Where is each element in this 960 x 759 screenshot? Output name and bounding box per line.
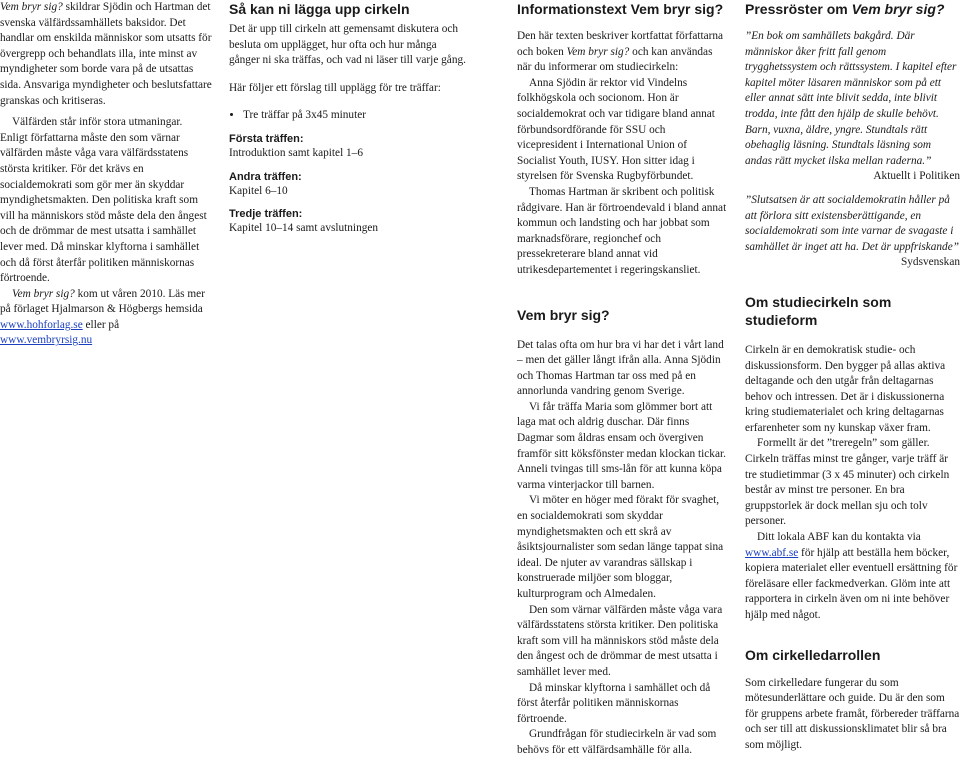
challenge-paragraph: Välfärden står inför stora utmaningar. Enligt författarna måste den som värnar välfärden måste våga vara välfärdsstatens största kritiker. För det krävs en socialdemokrati som gör mer än skyddar myndighetsmakten. Den politiska kraft som vill ha människors stöd måste dela den ångest och de drömmar de mest utsatta i samhället lever med. Då minskar klyftorna i samhället och då först återfår politiken människornas förtroende. xyxy=(0,116,207,285)
studyform-paragraph: Cirkeln är en demokratisk studie- och diskussionsform. Den bygger på allas aktiva deltagande och den utgår från deltagarnas behov och intressen. Det är i diskussionerna kring studiematerialet och kring deltagarnas erfarenheter som ny kunskap växer fram. xyxy=(745,343,946,434)
anna-bio: Anna Sjödin är rektor vid Vindelns folkhögskola och socionom. Hon är socialdemokrat och var tidigare bland annat förbundsordförande för SSU och vicepresident i International Union of Socialist Youth, IUSY. Hon sitter idag i styrelsen för Svenska Rugbyförbundet. xyxy=(517,76,715,183)
info-heading: Informationstext Vem bryr sig? xyxy=(517,1,724,17)
book-paragraph: Den som värnar välfärden måste våga vara välfärdsstatens största kritiker. Den politiska kraft som vill ha människors stöd måste dela den ångest och de drömmar de mest utsatta i samhället lever med. xyxy=(517,603,723,678)
plan-bullet: • Tre träffar på 3x45 minuter xyxy=(243,108,469,124)
publication-paragraph: Vem bryr sig? kom ut våren 2010. Läs mer på förlaget Hjalmarson & Högbergs hemsida www.hohforlag.se eller på www.vembryrsig.nu xyxy=(0,287,205,347)
book-paragraph: Det talas ofta om hur bra vi har det i vårt land – men det gäller långt ifrån alla. Anna Sjödin och Thomas Hartman tar oss med på en annorlunda vandring genom Sverige. xyxy=(517,338,724,398)
meeting-1-text: Introduktion samt kapitel 1–6 xyxy=(229,146,363,159)
meeting-3-label: Tredje träffen: xyxy=(229,208,303,221)
column-circle-plan xyxy=(229,0,469,237)
plan-proposal: Här följer ett förslag till upplägg för tre träffar: xyxy=(229,81,441,94)
book-paragraph: Vi får träffa Maria som glömmer bort att laga mat och aldrig duschar. Där finns Dagmar som åldras ensam och övergiven framför sitt köksfönster medan klockan tickar. Anneli tvingas till sms-lån för att kunna köpa varma vinterjackor till barnen. xyxy=(517,400,726,491)
meeting-3-text: Kapitel 10–14 samt avslutningen xyxy=(229,222,379,235)
meeting-2-label: Andra träffen: xyxy=(229,170,302,183)
studyform-heading: Om studiecirkeln som studieform xyxy=(745,293,892,328)
plan-heading: Så kan ni lägga upp cirkeln xyxy=(229,1,410,17)
column-book-summary xyxy=(0,0,212,349)
summary-paragraph: Vem bryr sig? skildrar Sjödin och Hartman det svenska välfärdssamhällets baksidor. Det handlar om enskilda människor som utsatts för övergrepp och behandlats illa, inte minst av myndigheter som borde vara på de utsattas sida. Ansvariga myndigheter och beslutsfattare granskas och kritiseras. xyxy=(0,1,212,107)
book-title: Vem bryr sig? xyxy=(0,1,63,13)
book-paragraph: Grundfrågan för studiecirkeln är vad som behövs för ett välfärdsamhälle för alla. xyxy=(517,728,717,756)
meeting-2-text: Kapitel 6–10 xyxy=(229,184,288,197)
leader-heading: Om cirkelledarrollen xyxy=(745,646,881,663)
press-quote: ”Slutsatsen är att socialdemokratin håller på att förlora sitt existensberättigande, en socialdemokrati som inte varnar de svagaste i samhället är inget att ha. Det är uppfriskande” xyxy=(745,193,960,253)
book-heading: Vem bryr sig? xyxy=(517,306,610,323)
book-paragraph: Vi möter en höger med förakt för svaghet, en socialdemokrati som skyddar myndighetsmakten och ett skrå av åsiktsjournalister som sedan länge tappat sina ideal. De njuter av varandras sällskap i konstruerade miljöer som bloggar, kulturprogram och Almedalen. xyxy=(517,494,724,600)
leader-paragraph: Som cirkelledare fungerar du som mötesunderlättare och guide. Du är den som för gruppens arbete framåt, förbereder träffarna och ser till att diskussionsklimatet blir så bra som möjligt. xyxy=(745,676,960,751)
plan-bullets xyxy=(229,108,469,124)
studyform-paragraph: Formellt är det ”treregeln” som gäller. Cirkeln träffas minst tre gånger, varje träff är tre studietimmar (3 x 45 minuter) och cirkeln består av minst tre personer. En bra gruppstorlek är dock mellan sju och tolv personer. xyxy=(745,437,950,528)
studyform-paragraph: Ditt lokala ABF kan du kontakta via www.abf.se för hjälp att beställa hem böcker, kopiera materialet eller eventuell ersättning för föreläsare eller fackmedverkan. Glöm inte att rapportera in cirkeln även om ni inte behöver hjälp med något. xyxy=(745,531,958,621)
meeting-1-label: Första träffen: xyxy=(229,132,304,145)
press-quote: ”En bok om samhällets bakgård. Där människor åker fritt fall genom trygghetssystem och rättssystem. I kapitel efter kapitel möter läsaren människor som på ett eller annat sätt inte blivit sedda, inte blivit trodda, inte fått den hjälp de skulle behövt. Barn, vuxna, äldre, yngre. Stundtals rätt obehaglig läsning. Stundtals läsning som andas rätt mycket ilska mellan raderna.” xyxy=(745,30,957,167)
column-information xyxy=(517,0,727,759)
vembryrsig-link[interactable]: www.vembryrsig.nu xyxy=(0,334,93,347)
press-source: Sydsvenskan xyxy=(901,256,960,269)
column-press-and-format xyxy=(745,0,960,754)
info-intro: Den här texten beskriver kortfattat författarna och boken Vem bryr sig? och kan användas när du informerar om studiecirkeln: xyxy=(517,30,724,74)
thomas-bio: Thomas Hartman är skribent och politisk rådgivare. Han är förtroendevald i bland annat kommun och landsting och har jobbat som marknadsförare, regionchef och pressekreterare bland annat vid utrikesdepartementet i regeringskansliet. xyxy=(517,185,727,276)
hohforlag-link[interactable]: www.hohforlag.se xyxy=(0,318,83,331)
plan-intro: Det är upp till cirkeln att gemensamt diskutera och besluta om upplägget, hur ofta och hur många gånger ni ska träffas, och vad ni läser till varje gång. xyxy=(229,23,466,67)
press-source: Aktuellt i Politiken xyxy=(873,170,960,183)
abf-link[interactable]: www.abf.se xyxy=(745,546,799,559)
book-paragraph: Då minskar klyftorna i samhället och då först återfår politiken människornas förtroende. xyxy=(517,681,711,725)
press-heading: Pressröster om Vem bryr sig? xyxy=(745,1,945,17)
